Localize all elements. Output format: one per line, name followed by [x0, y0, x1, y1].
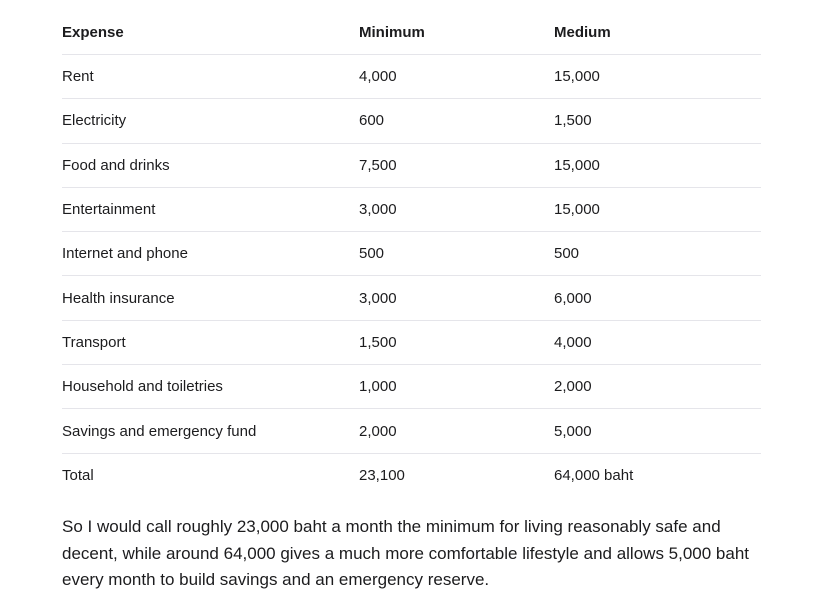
cell-expense: Savings and emergency fund [62, 409, 359, 453]
cell-expense: Health insurance [62, 276, 359, 320]
expense-table [62, 11, 761, 497]
cell-medium: 15,000 [554, 55, 761, 99]
cell-minimum: 500 [359, 232, 554, 276]
cell-minimum: 1,000 [359, 365, 554, 409]
table-row [62, 99, 761, 143]
table-row [62, 276, 761, 320]
cell-minimum: 3,000 [359, 187, 554, 231]
cell-medium: 2,000 [554, 365, 761, 409]
cell-medium: 6,000 [554, 276, 761, 320]
table-row-total [62, 453, 761, 497]
column-header-expense: Expense [62, 11, 359, 55]
table-row [62, 55, 761, 99]
cell-medium: 5,000 [554, 409, 761, 453]
table-row [62, 320, 761, 364]
cell-minimum: 7,500 [359, 143, 554, 187]
cell-expense: Transport [62, 320, 359, 364]
table-row [62, 409, 761, 453]
cell-medium: 1,500 [554, 99, 761, 143]
cell-expense: Internet and phone [62, 232, 359, 276]
cell-medium: 4,000 [554, 320, 761, 364]
cell-expense: Electricity [62, 99, 359, 143]
table-row [62, 187, 761, 231]
table-row [62, 143, 761, 187]
table-header-row [62, 11, 761, 55]
cell-expense: Food and drinks [62, 143, 359, 187]
cell-minimum: 1,500 [359, 320, 554, 364]
cell-minimum: 4,000 [359, 55, 554, 99]
cell-expense: Rent [62, 55, 359, 99]
cell-medium: 15,000 [554, 187, 761, 231]
cell-medium: 15,000 [554, 143, 761, 187]
cell-medium: 500 [554, 232, 761, 276]
column-header-medium: Medium [554, 11, 761, 55]
cell-medium: 64,000 baht [554, 466, 634, 484]
cell-expense: Total [62, 466, 94, 484]
cell-minimum: 3,000 [359, 276, 554, 320]
table-row [62, 365, 761, 409]
cell-minimum: 600 [359, 99, 554, 143]
column-header-minimum: Minimum [359, 11, 554, 55]
cell-expense: Household and toiletries [62, 365, 359, 409]
cell-minimum: 23,100 [359, 466, 405, 484]
table-row [62, 232, 761, 276]
summary-paragraph: So I would call roughly 23,000 baht a month the minimum for living reasonably safe and decent, while around 64,000 gives a much more comfortable lifestyle and allows 5,000 baht every month to build savings and an emergency reserve. [62, 517, 750, 589]
cell-expense: Entertainment [62, 187, 359, 231]
cell-minimum: 2,000 [359, 409, 554, 453]
